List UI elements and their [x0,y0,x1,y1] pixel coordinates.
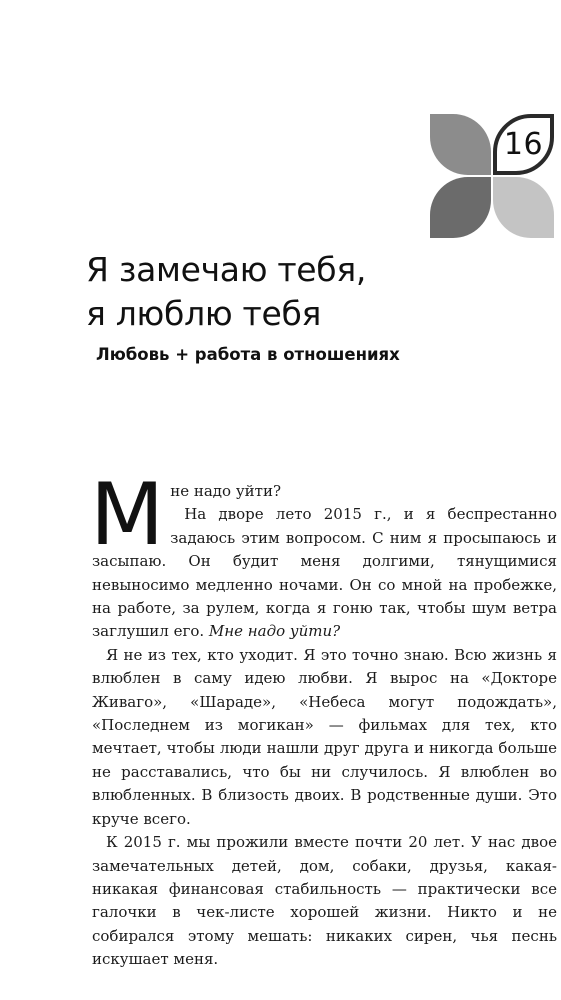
paragraph-1-line-2: На дворе лето 2015 г., и я беспрестанно задаюсь [170,505,557,547]
emblem-petal-top-left [430,114,491,175]
drop-cap: М [90,465,165,565]
emblem-petal-bottom-left [430,177,491,238]
chapter-title [86,248,366,336]
paragraph-1-line-1: не надо уйти? [170,482,281,500]
paragraph-1-italic-question: Мне надо уйти? [208,622,341,641]
chapter-subtitle: Любовь + работа в отношениях [96,345,400,364]
chapter-emblem [430,114,554,238]
body-text [90,465,557,972]
chapter-title-line-2: я люблю тебя [86,294,322,333]
chapter-title-line-1: Я замечаю тебя, [86,250,367,289]
paragraph-1-rest: этим вопросом. С ним я просыпаюсь и засыпаю. Он будит меня долгими, тянущимися невыносимо медленно ночами. Он со мной на пробежке, на работе, за рулем, когда я гоню так, чтобы шум ветра заглушил его. [92,528,557,641]
emblem-petal-bottom-right [493,177,554,238]
paragraph-2: Я не из тех, кто уходит. Я это точно знаю. Всю жизнь я влюблен в саму идею любви. Я вырос на «Докторе Живаго», «Шараде», «Небеса могут подождать», «Последнем из могикан» — фильмах для тех, кто мечтает, чтобы люди нашли друг друга и никогда больше не расставались, что бы ни случилось. Я влюблен во влюбленных. В близость двоих. В родственные души. Это круче всего. [92,645,557,828]
chapter-number: 16 [503,127,544,162]
paragraph-3: К 2015 г. мы прожили вместе почти 20 лет. У нас двое замечательных детей, дом, собаки, друзья, какая-никакая финансовая стабильность — практически все галочки в чек-листе хорошей жизни. Никто и не собирался этому мешать: никаких сирен, чья песнь искушает меня. [92,833,557,969]
